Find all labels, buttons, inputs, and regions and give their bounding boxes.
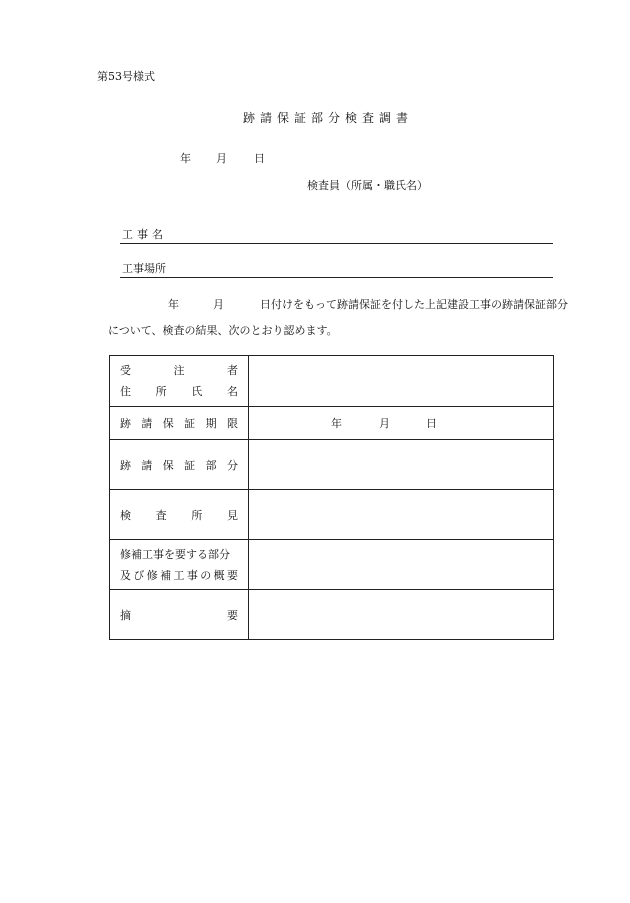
address-name-char: 住 — [120, 385, 131, 398]
deadline-year-label: 年 — [331, 417, 342, 430]
guarantee-part-label-cell — [110, 440, 249, 490]
statement-month-label: 月 — [213, 298, 224, 311]
address-name-char: 所 — [155, 385, 167, 398]
contractor-label-cell — [110, 356, 249, 407]
address-name-char: 氏 — [191, 385, 203, 398]
contractor-label — [120, 360, 238, 381]
construction-name-field[interactable] — [120, 228, 553, 244]
document-date — [180, 150, 265, 166]
contractor-char: 注 — [173, 364, 185, 377]
deadline-day-label: 日 — [426, 417, 437, 430]
table-row-guarantee-deadline — [110, 407, 554, 440]
date-day-label: 日 — [254, 152, 265, 165]
address-name-label — [120, 381, 238, 402]
inspection-findings-label-cell — [110, 490, 249, 540]
deadline-month-label: 月 — [379, 417, 390, 430]
inspection-findings-label: 検 査 所 見 — [120, 508, 238, 522]
repair-work-label-cell — [110, 540, 249, 590]
construction-site-field[interactable] — [120, 262, 553, 278]
document-title: 跡請保証部分検査調書 — [243, 111, 414, 125]
statement-year-label: 年 — [168, 298, 179, 311]
remarks-label-cell — [110, 590, 249, 640]
statement-line-1 — [168, 292, 568, 318]
repair-work-label-line-1: 修補工事を要する部分 — [120, 547, 230, 561]
construction-site-label: 工事場所 — [122, 262, 166, 275]
guarantee-deadline-label-cell — [110, 407, 249, 440]
inspection-table — [109, 355, 554, 640]
remarks-label: 摘 要 — [120, 608, 238, 622]
guarantee-part-value-cell[interactable] — [249, 440, 554, 490]
date-month-label: 月 — [216, 152, 227, 165]
table-row-inspection-findings — [110, 490, 554, 540]
contractor-char: 受 — [120, 364, 131, 377]
address-name-char: 名 — [226, 385, 238, 398]
table-row-guarantee-part — [110, 440, 554, 490]
contractor-value-cell[interactable] — [249, 356, 554, 407]
guarantee-deadline-value-cell[interactable] — [249, 407, 554, 440]
guarantee-part-label: 跡 請 保 証 部 分 — [120, 458, 238, 472]
inspector-label: 検査員（所属・職氏名） — [307, 179, 428, 192]
table-row-repair-work — [110, 540, 554, 590]
repair-work-label-line-2: 及 び 修 補 工 事 の 概 要 — [120, 568, 238, 582]
statement-line-1-text: 日付けをもって跡請保証を付した上記建設工事の跡請保証部分 — [260, 298, 568, 311]
contractor-char: 者 — [227, 364, 238, 377]
inspection-findings-value-cell[interactable] — [249, 490, 554, 540]
form-number: 第53号様式 — [97, 70, 155, 83]
guarantee-deadline-label: 跡 請 保 証 期 限 — [120, 417, 238, 430]
statement-line-2: について、検査の結果、次のとおり認めます。 — [108, 324, 338, 337]
remarks-value-cell[interactable] — [249, 590, 554, 640]
table-row-remarks — [110, 590, 554, 640]
date-year-label: 年 — [180, 152, 191, 165]
repair-work-value-cell[interactable] — [249, 540, 554, 590]
construction-name-label: 工事名 — [122, 228, 167, 241]
table-row-contractor — [110, 356, 554, 407]
